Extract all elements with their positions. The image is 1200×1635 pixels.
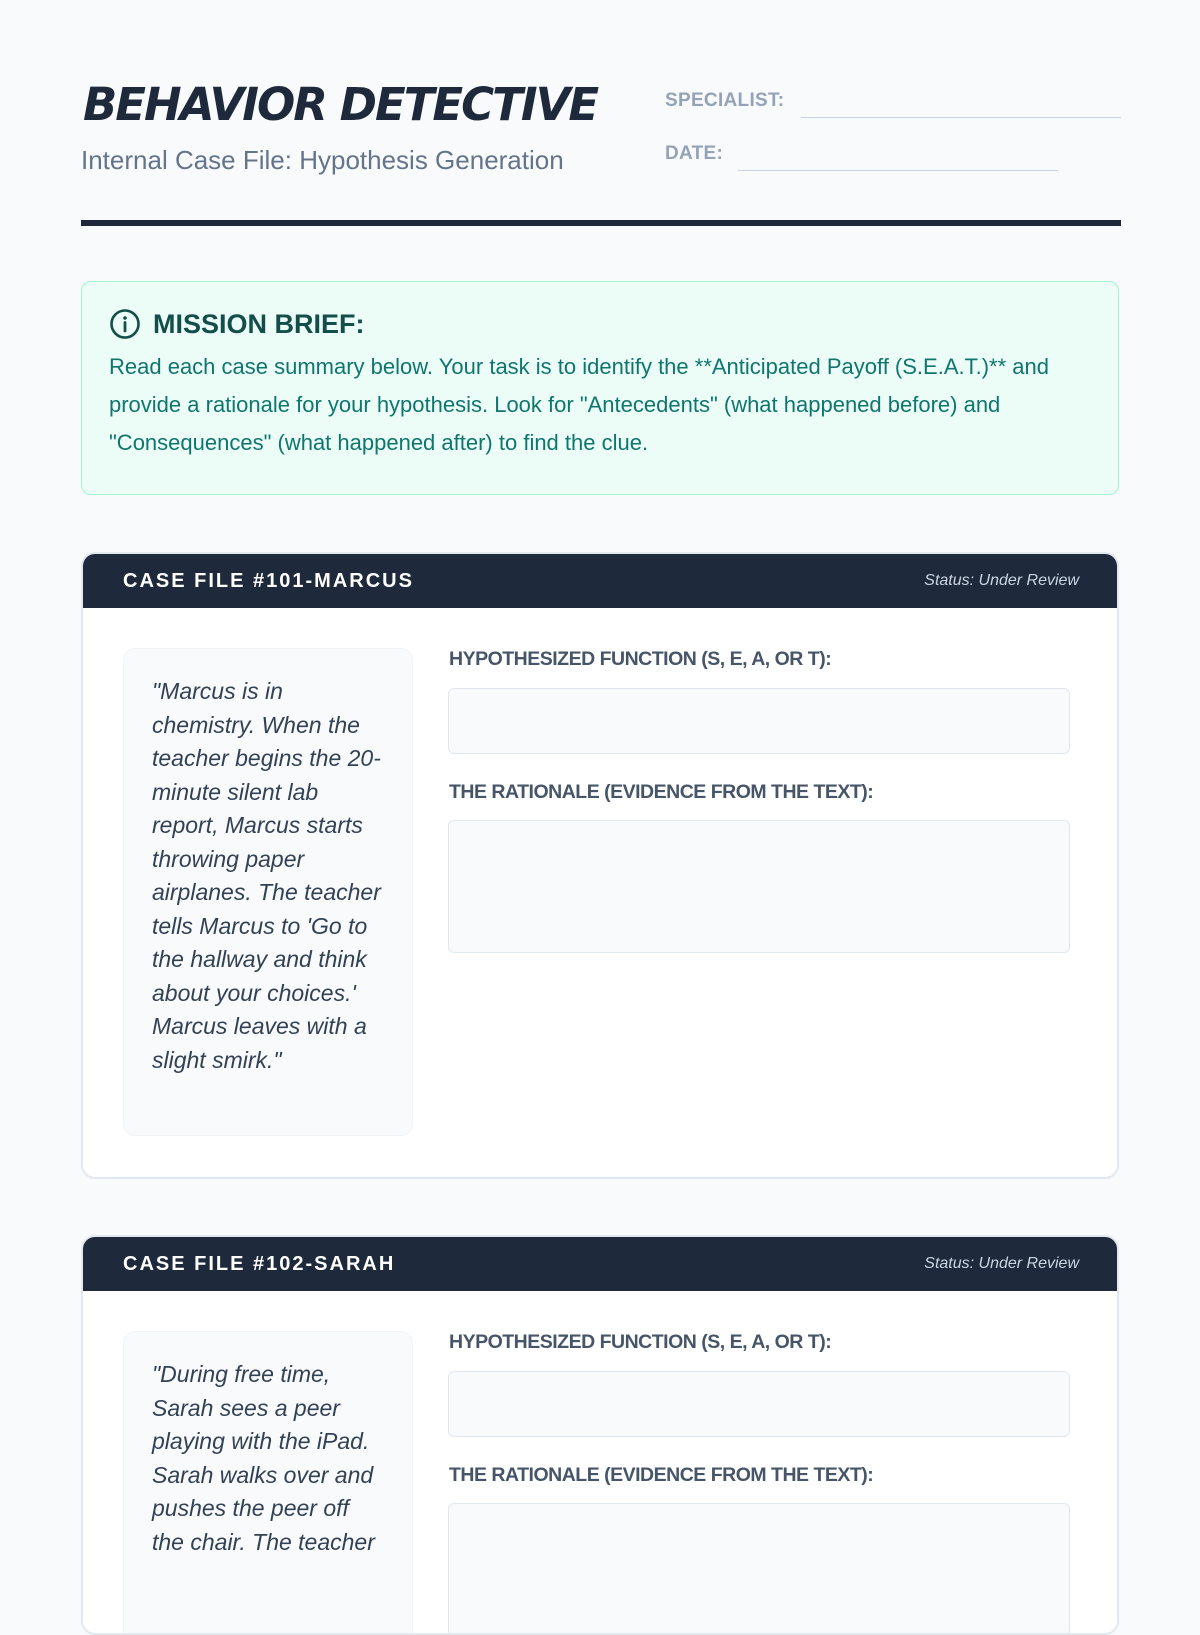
function-input[interactable] [448,1371,1070,1437]
case-file-id: CASE FILE #101-MARCUS [123,569,414,592]
case-file-card [81,552,1119,1179]
case-summary-text: "During free time, Sarah sees a peer playing with the iPad. Sarah walks over and pushes the peer off the chair. The teacher [152,1361,375,1555]
rationale-input[interactable] [448,820,1070,953]
rationale-label: THE RATIONALE (EVIDENCE FROM THE TEXT): [449,781,874,803]
case-summary-text: "Marcus is in chemistry. When the teacher begins the 20-minute silent lab report, Marcus starts throwing paper airplanes. The teacher tells Marcus to 'Go to the hallway and think about your choices.' Marcus leaves with a slight smirk." [152,678,381,1073]
case-status: Status: Under Review [924,1255,1079,1272]
worksheet-page [81,0,1121,1555]
specialist-label: SPECIALIST: [665,90,785,111]
mission-brief-text: Read each case summary below. Your task is to identify the **Anticipated Payoff (S.E.A.T.)** and provide a rationale for your hypothesis. Look for "Antecedents" (what happened before) and "Consequences" (what happened after) to find the clue. [109,354,1049,455]
info-icon [109,308,141,340]
page-subtitle: Internal Case File: Hypothesis Generation [81,145,564,175]
case-summary-box [123,648,413,1136]
rationale-label: THE RATIONALE (EVIDENCE FROM THE TEXT): [449,1464,874,1486]
case-file-header [83,554,1117,608]
page-title: BEHAVIOR DETECTIVE [83,78,598,131]
case-file-card [81,1235,1119,1635]
function-label: HYPOTHESIZED FUNCTION (S, E, A, OR T): [449,1331,832,1353]
worksheet-header [81,0,1121,228]
specialist-field[interactable] [801,117,1121,118]
function-input[interactable] [448,688,1070,754]
case-summary-box [123,1331,413,1635]
case-status: Status: Under Review [924,572,1079,589]
date-field[interactable] [738,170,1058,171]
mission-brief-title: MISSION BRIEF: [153,308,365,339]
mission-brief-heading [109,308,1091,340]
case-file-header [83,1237,1117,1291]
date-label: DATE: [665,143,724,164]
case-file-id: CASE FILE #102-SARAH [123,1252,396,1275]
mission-brief [81,281,1119,495]
function-label: HYPOTHESIZED FUNCTION (S, E, A, OR T): [449,648,832,670]
rationale-input[interactable] [448,1503,1070,1635]
header-divider [81,220,1121,226]
